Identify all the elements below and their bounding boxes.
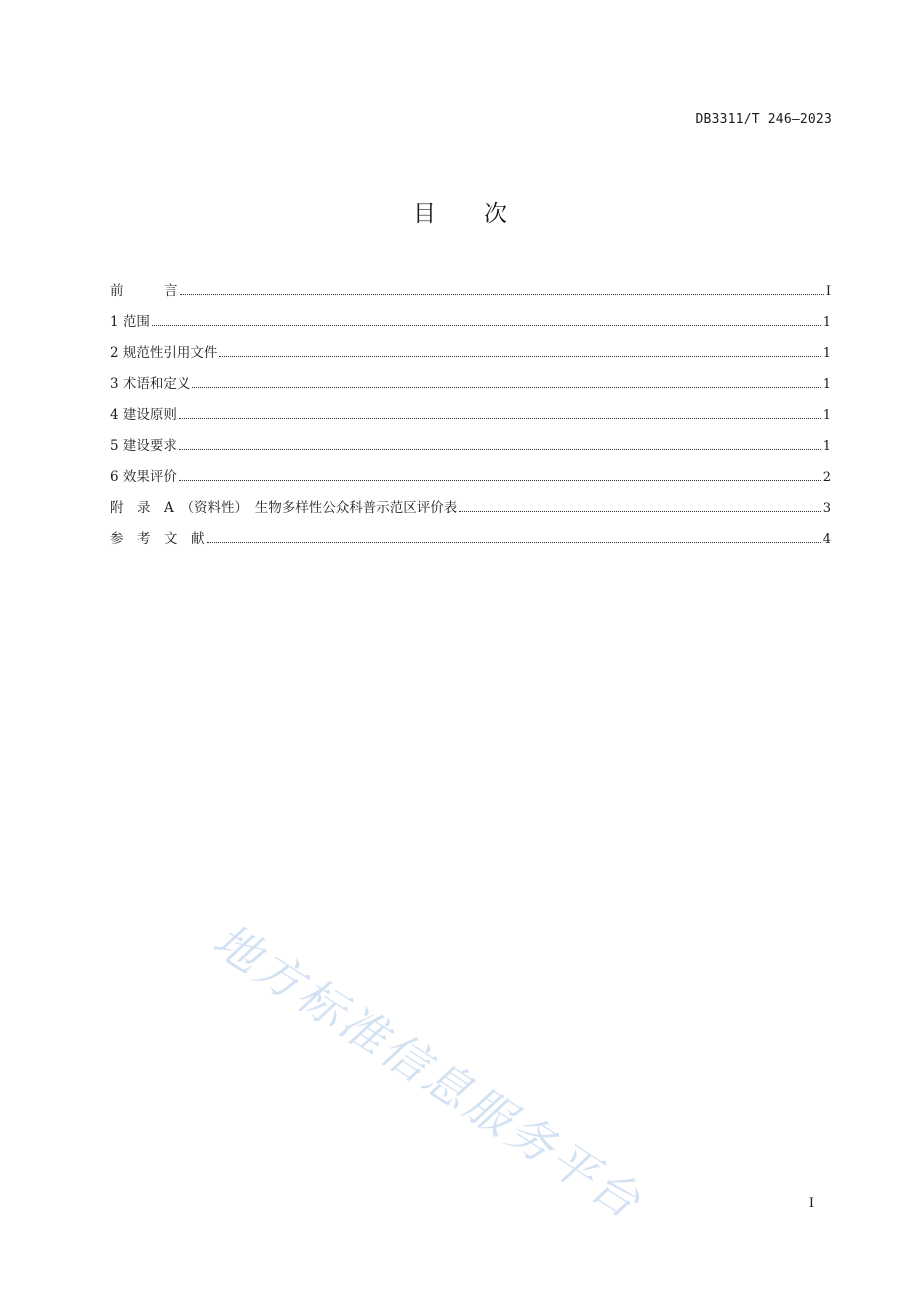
toc-entry-effect-evaluation[interactable] [110,466,831,497]
page-number: I [808,1196,814,1211]
toc-entry-label: 5 建设要求 [110,438,177,454]
dot-leader [152,324,821,326]
dot-leader [207,541,821,543]
document-code: DB3311/T 246—2023 [695,112,832,127]
toc-entry-appendix-a[interactable] [110,497,831,528]
toc-entry-construction-requirements[interactable] [110,435,831,466]
toc-entry-foreword[interactable] [110,280,831,311]
toc-entry-label: 前 言 [110,283,178,299]
dot-leader [179,479,821,481]
toc-entry-label: 参 考 文 献 [110,531,205,547]
toc-entry-bibliography[interactable] [110,528,831,559]
dot-leader [179,448,821,450]
toc-entry-page: 1 [822,439,831,454]
toc-entry-page: 1 [822,377,831,392]
toc-entry-label: 4 建设原则 [110,407,177,423]
toc-entry-label: 2 规范性引用文件 [110,345,218,361]
toc-entry-page: 4 [822,532,831,547]
dot-leader [192,386,820,388]
toc-entry-label: 1 范围 [110,314,150,330]
toc-entry-label: 附 录 A （资料性） 生物多样性公众科普示范区评价表 [110,500,458,516]
table-of-contents [110,280,831,559]
toc-entry-normative-references[interactable] [110,342,831,373]
dot-leader [180,293,824,295]
toc-entry-scope[interactable] [110,311,831,342]
toc-entry-page: 1 [822,315,831,330]
page-title: 目次 [413,201,555,227]
toc-entry-construction-principles[interactable] [110,404,831,435]
watermark: 地方标准信息服务平台 [203,912,653,1231]
toc-entry-terms-definitions[interactable] [110,373,831,404]
toc-entry-page: I [825,284,831,299]
dot-leader [219,355,820,357]
toc-entry-page: 2 [822,470,831,485]
dot-leader [179,417,821,419]
toc-entry-page: 3 [822,501,831,516]
toc-entry-label: 6 效果评价 [110,469,177,485]
toc-entry-page: 1 [822,346,831,361]
toc-entry-page: 1 [822,408,831,423]
dot-leader [459,510,820,512]
toc-entry-label: 3 术语和定义 [110,376,191,392]
